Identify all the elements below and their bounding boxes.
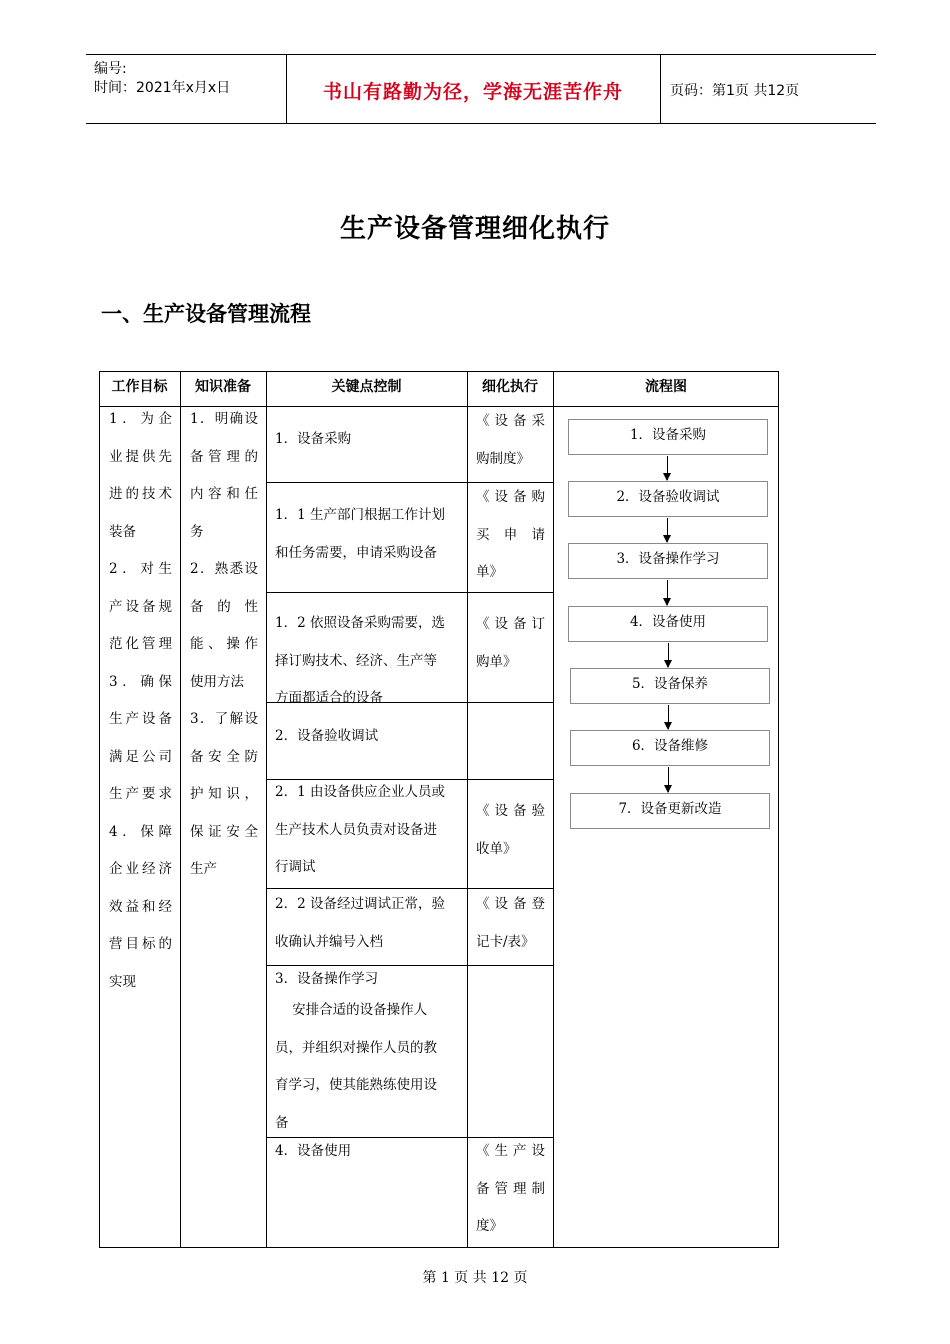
goal-line: 效益和经 xyxy=(109,898,172,915)
document-title: 生产设备管理细化执行 xyxy=(339,214,610,244)
execution-cell xyxy=(476,606,545,681)
knowledge-line: 保证安全 xyxy=(190,823,258,840)
doc-time-label: 时间：2021年x月x日 xyxy=(94,80,231,96)
goal-line: 企业经济 xyxy=(109,861,172,877)
flow-arrow xyxy=(668,705,669,729)
goal-line: 产设备规 xyxy=(109,598,172,615)
col-header-knowledge: 知识准备 xyxy=(195,379,251,395)
header-motto: 书山有路勤为径，学海无涯苦作舟 xyxy=(322,81,623,103)
flow-step-renewal: 7．设备更新改造 xyxy=(570,793,770,829)
key-point-cell xyxy=(275,886,461,961)
process-table xyxy=(99,371,779,1248)
flow-step-usage: 4．设备使用 xyxy=(568,606,768,642)
goals-cell xyxy=(109,401,172,1001)
execution-cell xyxy=(476,479,545,592)
knowledge-line: 能、操作 xyxy=(190,636,258,652)
goal-line: 营目标的 xyxy=(109,936,172,952)
key-point-cell xyxy=(275,1133,461,1171)
flow-step-training: 3．设备操作学习 xyxy=(568,543,768,579)
column-line xyxy=(266,371,267,1248)
col-header-flowchart: 流程图 xyxy=(645,379,687,395)
goal-line: 装备 xyxy=(109,523,136,540)
key-point-cell xyxy=(275,605,461,718)
execution-line: 备管理制 xyxy=(476,1180,545,1197)
key-point-line: 1．设备采购 xyxy=(275,431,352,447)
execution-cell xyxy=(476,1133,545,1246)
goal-line: 实现 xyxy=(109,973,136,990)
key-point-cell xyxy=(275,421,461,459)
knowledge-line: 3．了解设 xyxy=(190,711,258,727)
flow-arrow xyxy=(667,580,668,605)
col-header-goal: 工作目标 xyxy=(111,379,168,395)
key-point-line: 1．1 生产部门根据工作计划 xyxy=(275,507,445,523)
key-point-line: 3．设备操作学习 xyxy=(275,971,379,987)
knowledge-line: 1．明确设 xyxy=(190,411,258,427)
key-point-line: 4．设备使用 xyxy=(275,1143,352,1159)
goal-line: 2．对生 xyxy=(109,561,172,577)
execution-line: 购单》 xyxy=(476,653,517,670)
key-point-line: 2．2 设备经过调试正常，验 xyxy=(275,896,445,912)
knowledge-cell xyxy=(190,401,258,889)
doc-code-label: 编号: xyxy=(94,61,127,77)
table-border xyxy=(778,371,779,1248)
goal-line: 满足公司 xyxy=(109,748,172,765)
goal-line: 1．为企 xyxy=(109,411,172,427)
col-header-execution: 细化执行 xyxy=(482,379,538,395)
knowledge-line: 备管理的 xyxy=(190,448,258,465)
key-point-line: 收确认并编号入档 xyxy=(275,933,383,950)
knowledge-line: 使用方法 xyxy=(190,673,244,690)
section-title: 一、生产设备管理流程 xyxy=(101,301,311,326)
page-header xyxy=(86,54,876,124)
goal-line: 业提供先 xyxy=(109,448,172,465)
key-point-cell xyxy=(275,718,461,756)
key-point-line: 行调试 xyxy=(275,859,316,875)
page-footer: 第 1 页 共 12 页 xyxy=(422,1270,528,1286)
execution-line: 记卡/表》 xyxy=(476,933,535,950)
key-point-cell xyxy=(275,967,461,1142)
flow-step-purchase: 1．设备采购 xyxy=(568,419,768,455)
knowledge-line: 备 的 性 xyxy=(190,598,258,615)
goal-line: 进的技术 xyxy=(109,486,172,502)
execution-line: 买 申 请 xyxy=(476,526,545,543)
goal-line: 生产设备 xyxy=(109,711,172,727)
key-point-line: 1．2 依照设备采购需要，选 xyxy=(275,615,445,631)
table-border xyxy=(99,371,100,1248)
key-point-line: 择订购技术、经济、生产等 xyxy=(275,652,437,669)
goal-line: 3．确保 xyxy=(109,673,172,690)
knowledge-line: 2．熟悉设 xyxy=(190,561,258,577)
execution-line: 《设备采 xyxy=(476,413,545,429)
execution-line: 单》 xyxy=(476,564,503,580)
knowledge-line: 生产 xyxy=(190,861,217,877)
execution-line: 收单》 xyxy=(476,840,517,857)
header-divider xyxy=(660,55,661,123)
key-point-line: 育学习，使其能熟练使用设 xyxy=(275,1077,437,1093)
key-point-line: 2．设备验收调试 xyxy=(275,728,379,744)
key-point-line: 生产技术人员负责对设备进 xyxy=(275,821,437,838)
key-point-line: 和任务需要，申请采购设备 xyxy=(275,544,437,561)
column-line xyxy=(467,371,468,1248)
flow-step-acceptance: 2．设备验收调试 xyxy=(568,481,768,517)
row-line xyxy=(266,592,554,593)
header-page-number: 页码：第1页 共12页 xyxy=(670,83,800,99)
goal-line: 范化管理 xyxy=(109,636,172,652)
knowledge-line: 务 xyxy=(190,523,204,540)
key-point-line: 备 xyxy=(275,1114,289,1131)
goal-line: 4．保障 xyxy=(109,823,172,840)
execution-line: 《设备订 xyxy=(476,616,545,632)
row-line xyxy=(266,965,554,966)
execution-line: 《生产设 xyxy=(476,1143,545,1159)
execution-line: 《设备登 xyxy=(476,896,545,912)
goal-line: 生产要求 xyxy=(109,786,172,802)
column-line xyxy=(553,371,554,1248)
execution-line: 购制度》 xyxy=(476,450,530,467)
execution-cell xyxy=(476,793,545,868)
key-point-line: 安排合适的设备操作人 xyxy=(275,1002,428,1018)
column-line xyxy=(180,371,181,1248)
execution-cell xyxy=(476,403,545,478)
table-border xyxy=(99,1247,779,1248)
key-point-line: 员，并组织对操作人员的教 xyxy=(275,1039,437,1056)
execution-line: 《设备验 xyxy=(476,803,545,819)
flow-arrow xyxy=(668,767,669,792)
knowledge-line: 内容和任 xyxy=(190,486,258,502)
key-point-cell xyxy=(275,497,461,572)
flow-step-repair: 6．设备维修 xyxy=(570,730,770,766)
execution-line: 度》 xyxy=(476,1218,503,1234)
execution-cell xyxy=(476,886,545,961)
key-point-line: 方面都适合的设备 xyxy=(275,690,383,706)
flow-step-maintenance: 5．设备保养 xyxy=(570,668,770,704)
flow-arrow xyxy=(668,643,669,667)
knowledge-line: 护知识， xyxy=(190,786,258,802)
col-header-key-points: 关键点控制 xyxy=(331,379,402,395)
key-point-cell xyxy=(275,774,461,887)
knowledge-line: 备安全防 xyxy=(190,748,258,765)
execution-line: 《设备购 xyxy=(476,489,545,505)
key-point-line: 2．1 由设备供应企业人员或 xyxy=(275,784,445,800)
flow-arrow xyxy=(667,518,668,542)
flow-arrow xyxy=(667,456,668,480)
